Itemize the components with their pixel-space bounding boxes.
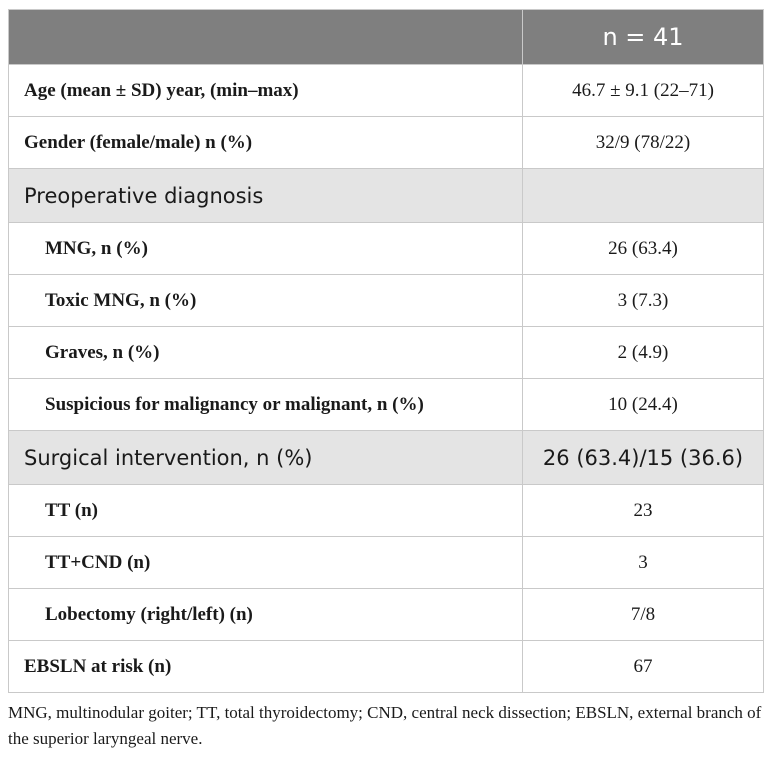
table-row-tt-cnd (9, 537, 764, 589)
row-label: TT+CND (n) (9, 537, 523, 589)
table-row-mng (9, 223, 764, 275)
row-label: MNG, n (%) (9, 223, 523, 275)
row-value: 67 (523, 641, 764, 693)
row-label: Lobectomy (right/left) (n) (9, 589, 523, 641)
section-title: Surgical intervention, n (%) (9, 431, 523, 485)
section-row-surgical-intervention (9, 431, 764, 485)
row-label: Gender (female/male) n (%) (9, 117, 523, 169)
section-row-preoperative-diagnosis (9, 169, 764, 223)
header-row (9, 10, 764, 65)
row-value: 3 (523, 537, 764, 589)
table-footnote: MNG, multinodular goiter; TT, total thyroidectomy; CND, central neck dissection; EBSLN, external branch of the superior laryngeal nerve. (8, 703, 762, 748)
row-value: 7/8 (523, 589, 764, 641)
row-value: 3 (7.3) (523, 275, 764, 327)
table-row-lobectomy (9, 589, 764, 641)
table-row-malignancy (9, 379, 764, 431)
demographics-table (8, 9, 764, 693)
row-value: 10 (24.4) (523, 379, 764, 431)
row-label: Graves, n (%) (9, 327, 523, 379)
row-value: 2 (4.9) (523, 327, 764, 379)
section-value (523, 169, 764, 223)
header-count-cell: n = 41 (523, 10, 764, 65)
table-row-ebsln (9, 641, 764, 693)
section-value: 26 (63.4)/15 (36.6) (523, 431, 764, 485)
table-row-age (9, 65, 764, 117)
row-value: 32/9 (78/22) (523, 117, 764, 169)
row-value: 26 (63.4) (523, 223, 764, 275)
header-label-cell (9, 10, 523, 65)
table-row-toxic-mng (9, 275, 764, 327)
table-row-graves (9, 327, 764, 379)
table-row-gender (9, 117, 764, 169)
row-value: 46.7 ± 9.1 (22–71) (523, 65, 764, 117)
table-row-tt (9, 485, 764, 537)
row-label: Suspicious for malignancy or malignant, n (%) (9, 379, 523, 431)
row-label: Toxic MNG, n (%) (9, 275, 523, 327)
section-title: Preoperative diagnosis (9, 169, 523, 223)
row-value: 23 (523, 485, 764, 537)
row-label: Age (mean ± SD) year, (min–max) (9, 65, 523, 117)
row-label: EBSLN at risk (n) (9, 641, 523, 693)
row-label: TT (n) (9, 485, 523, 537)
